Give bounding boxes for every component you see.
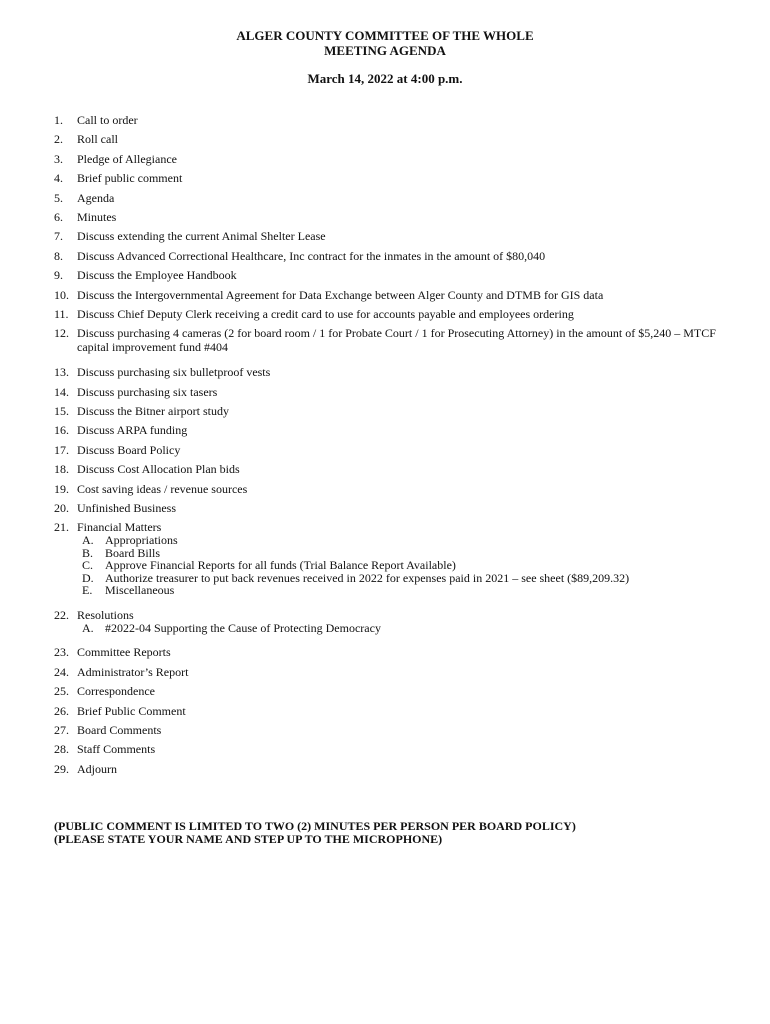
agenda-item [54, 307, 744, 321]
public-comment-notice [54, 820, 754, 846]
meeting-date: March 14, 2022 at 4:00 p.m. [307, 71, 463, 86]
sub-item [77, 572, 744, 585]
agenda-item-financial-matters [54, 520, 744, 597]
agenda-item [54, 326, 744, 354]
item-number: 3. [54, 151, 63, 166]
item-text: Financial Matters [77, 520, 162, 535]
sub-text: Appropriations [105, 533, 178, 548]
item-text: Discuss purchasing 4 cameras (2 for board room / 1 for Probate Court / 1 for Prosecuting Attorney) in the amount of $5,240 – MTCF capital improvement fund #404 [77, 326, 716, 355]
agenda-list [54, 113, 744, 781]
item-number: 8. [54, 248, 63, 263]
resolutions-sublist [77, 622, 744, 635]
item-number: 4. [54, 171, 63, 186]
agenda-item [54, 742, 744, 756]
item-text: Discuss Board Policy [77, 442, 181, 457]
agenda-item [54, 404, 744, 418]
item-number: 24. [54, 664, 69, 679]
sub-item [77, 622, 744, 635]
item-text: Cost saving ideas / revenue sources [77, 481, 248, 496]
agenda-item [54, 152, 744, 166]
agenda-item [54, 423, 744, 437]
item-text: Committee Reports [77, 645, 171, 660]
item-text: Discuss purchasing six tasers [77, 384, 218, 399]
item-number: 15. [54, 404, 69, 419]
item-text: Board Comments [77, 722, 162, 737]
agenda-item [54, 385, 744, 399]
item-number: 14. [54, 384, 69, 399]
agenda-item [54, 191, 744, 205]
agenda-item [54, 482, 744, 496]
sub-text: #2022-04 Supporting the Cause of Protecting Democracy [105, 620, 381, 635]
item-text: Call to order [77, 113, 138, 127]
item-number: 21. [54, 520, 69, 535]
agenda-item [54, 462, 744, 476]
item-number: 19. [54, 481, 69, 496]
item-number: 26. [54, 703, 69, 718]
sub-letter: B. [82, 545, 94, 560]
item-text: Minutes [77, 209, 117, 224]
item-text: Unfinished Business [77, 501, 176, 516]
item-number: 20. [54, 501, 69, 516]
item-text: Brief public comment [77, 171, 183, 186]
sub-item [77, 534, 744, 547]
notice-line-2: (PLEASE STATE YOUR NAME AND STEP UP TO THE MICROPHONE) [54, 832, 443, 846]
agenda-item [54, 443, 744, 457]
sub-letter: D. [82, 570, 94, 585]
agenda-item [54, 501, 744, 515]
agenda-item [54, 249, 744, 263]
agenda-item [54, 684, 744, 698]
sub-letter: A. [82, 620, 94, 635]
item-text: Discuss the Bitner airport study [77, 404, 229, 419]
item-text: Discuss Advanced Correctional Healthcare, Inc contract for the inmates in the amount of $80,040 [77, 248, 546, 263]
item-text: Discuss the Intergovernmental Agreement for Data Exchange between Alger County and DTMB for GIS data [77, 287, 604, 302]
item-number: 23. [54, 645, 69, 660]
agenda-item [54, 132, 744, 146]
sub-text: Miscellaneous [105, 583, 175, 598]
item-text: Discuss the Employee Handbook [77, 268, 237, 283]
agenda-item [54, 113, 744, 127]
item-number: 11. [54, 306, 69, 321]
item-number: 7. [54, 229, 63, 244]
sub-letter: A. [82, 533, 94, 548]
agenda-header [0, 28, 770, 86]
item-text: Staff Comments [77, 742, 156, 757]
agenda-item [54, 645, 744, 659]
sub-text: Authorize treasurer to put back revenues received in 2022 for expenses paid in 2021 – see sheet ($89,209.32) [105, 570, 630, 585]
item-number: 22. [54, 607, 69, 622]
header-subtitle: MEETING AGENDA [324, 43, 446, 58]
item-text: Discuss extending the current Animal Shelter Lease [77, 229, 326, 244]
agenda-item [54, 229, 744, 243]
item-number: 13. [54, 365, 69, 380]
item-text: Adjourn [77, 761, 117, 776]
item-text: Brief Public Comment [77, 703, 186, 718]
item-number: 12. [54, 326, 69, 341]
agenda-item [54, 365, 744, 379]
item-text: Discuss ARPA funding [77, 423, 188, 438]
agenda-item [54, 704, 744, 718]
item-text: Discuss Chief Deputy Clerk receiving a credit card to use for accounts payable and employees ordering [77, 306, 574, 321]
agenda-item [54, 210, 744, 224]
item-text: Administrator’s Report [77, 664, 189, 679]
item-number: 27. [54, 722, 69, 737]
item-text: Resolutions [77, 607, 134, 622]
item-text: Pledge of Allegiance [77, 151, 177, 166]
item-number: 6. [54, 209, 63, 224]
item-number: 1. [54, 113, 63, 127]
notice-line-1: (PUBLIC COMMENT IS LIMITED TO TWO (2) MINUTES PER PERSON PER BOARD POLICY) [54, 819, 576, 833]
item-number: 17. [54, 442, 69, 457]
sub-item [77, 584, 744, 597]
item-number: 28. [54, 742, 69, 757]
item-number: 16. [54, 423, 69, 438]
financial-sublist [77, 534, 744, 597]
sub-letter: E. [82, 583, 93, 598]
agenda-item [54, 288, 744, 302]
item-text: Agenda [77, 190, 115, 205]
sub-text: Approve Financial Reports for all funds (Trial Balance Report Available) [105, 558, 456, 573]
item-text: Discuss Cost Allocation Plan bids [77, 462, 240, 477]
item-number: 10. [54, 287, 69, 302]
agenda-item [54, 665, 744, 679]
sub-letter: C. [82, 558, 94, 573]
item-text: Discuss purchasing six bulletproof vests [77, 365, 271, 380]
agenda-item [54, 723, 744, 737]
item-number: 18. [54, 462, 69, 477]
item-number: 25. [54, 684, 69, 699]
agenda-item [54, 268, 744, 282]
item-number: 2. [54, 132, 63, 147]
header-title: ALGER COUNTY COMMITTEE OF THE WHOLE [236, 28, 534, 43]
agenda-item [54, 171, 744, 185]
sub-text: Board Bills [105, 545, 161, 560]
item-text: Roll call [77, 132, 118, 147]
item-text: Correspondence [77, 684, 155, 699]
agenda-item-resolutions [54, 608, 744, 635]
item-number: 29. [54, 761, 69, 776]
agenda-item [54, 762, 744, 776]
item-number: 9. [54, 268, 63, 283]
item-number: 5. [54, 190, 63, 205]
